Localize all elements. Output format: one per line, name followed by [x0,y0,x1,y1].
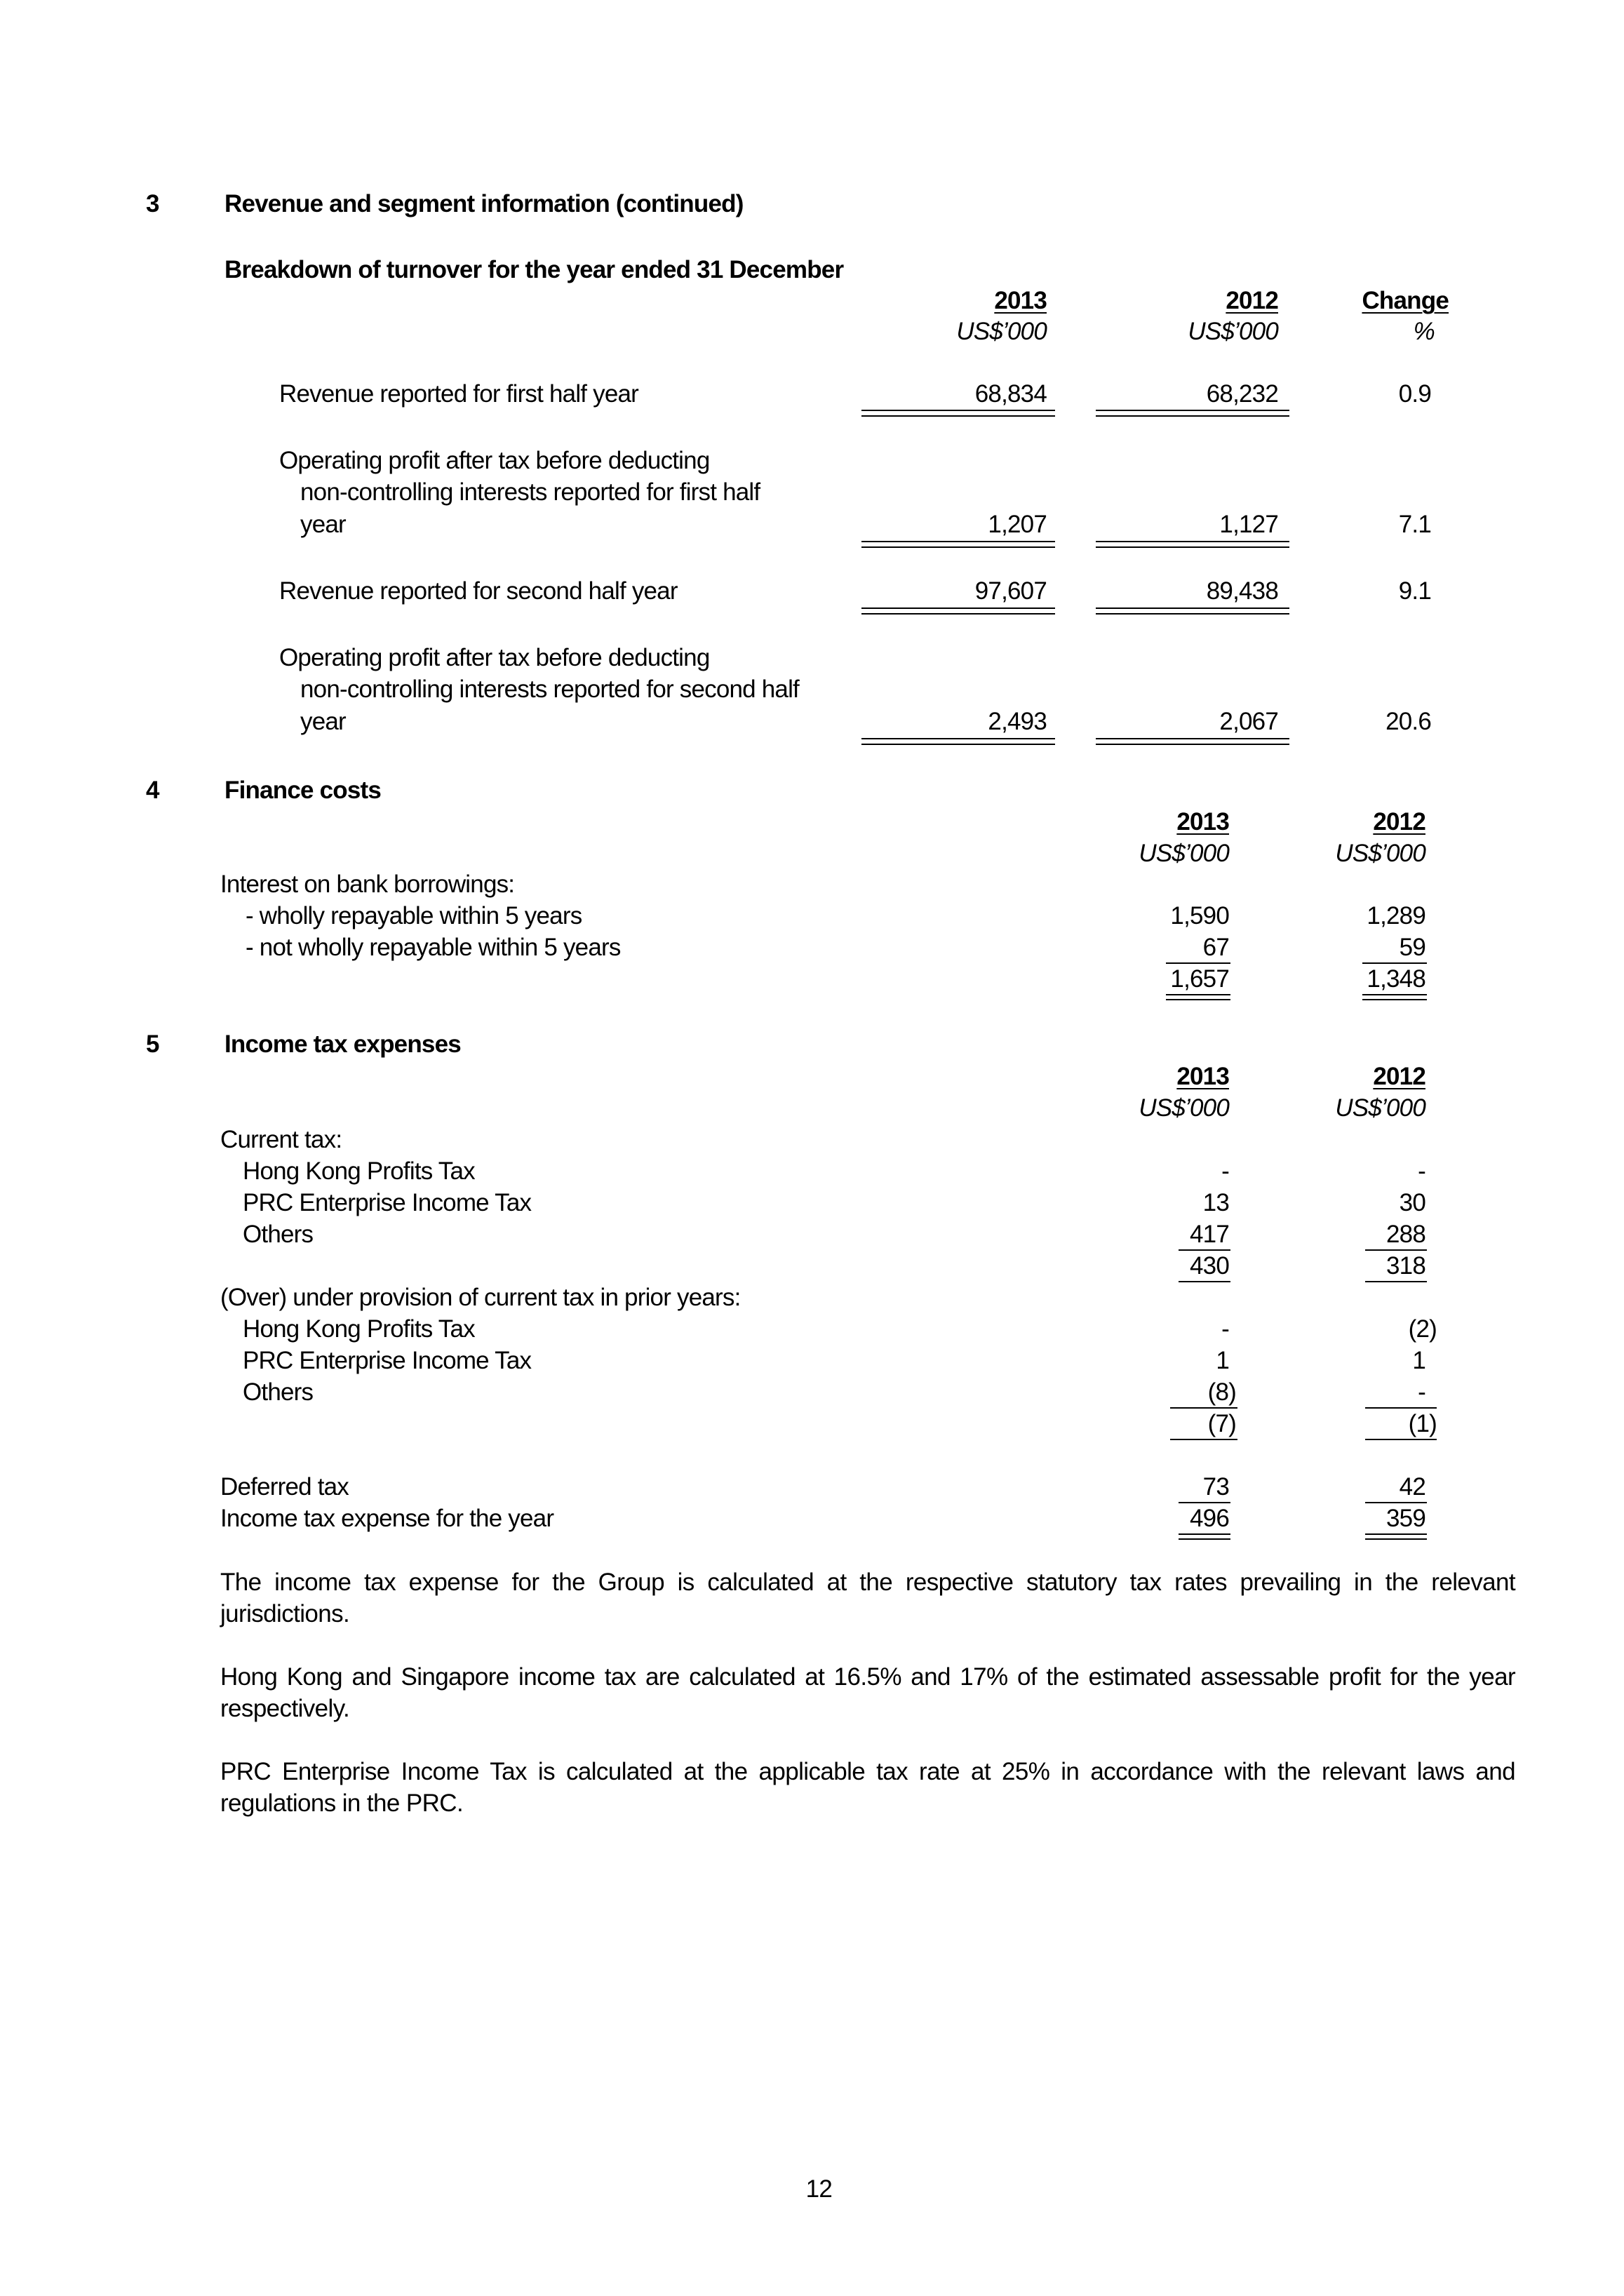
total-2012: 359 [1386,1505,1425,1532]
double-underline [1362,999,1427,1000]
row-label: year [300,708,346,735]
row-label: PRC Enterprise Income Tax [243,1347,532,1374]
row-label: - not wholly repayable within 5 years [246,934,621,961]
subtotal-2013: (7) [1207,1410,1236,1437]
double-underline [861,541,1055,542]
column-unit-2012: US$’000 [1188,318,1278,345]
value-2012: (2) [1408,1315,1437,1343]
value-2012: 59 [1399,934,1425,961]
double-underline [1096,744,1289,745]
value-change: 7.1 [1398,511,1431,538]
double-underline [861,607,1055,609]
column-header-2012: 2012 [1373,1063,1425,1090]
double-underline [1362,994,1427,995]
row-label: Hong Kong Profits Tax [243,1157,475,1185]
column-unit-2013: US$’000 [956,318,1047,345]
row-label: year [300,511,346,538]
subtotal-line [1365,1281,1427,1282]
double-underline [1096,738,1289,739]
value-2013: - [1221,1157,1229,1185]
subtotal-line [1365,1439,1437,1440]
subtotal-line [1365,1407,1437,1409]
double-underline [1179,1533,1230,1535]
row-label: Hong Kong Profits Tax [243,1315,475,1343]
value-change: 9.1 [1398,577,1431,605]
row-label: Others [243,1378,314,1406]
value-2012: 2,067 [1219,708,1278,735]
group-label: (Over) under provision of current tax in prior years: [220,1284,741,1311]
subtotal-2013: 430 [1190,1252,1229,1280]
section-5-title: Income tax expenses [224,1030,461,1058]
value-2013: 1,207 [988,511,1047,538]
double-underline [861,415,1055,417]
total-label: Income tax expense for the year [220,1505,554,1532]
value-2012: - [1418,1157,1425,1185]
note-paragraph: Hong Kong and Singapore income tax are calculated at 16.5% and 17% of the estimated assessable profit for the year respectively. [220,1663,1515,1722]
value-2012: 1,127 [1219,511,1278,538]
value-change: 0.9 [1398,380,1431,408]
row-label: PRC Enterprise Income Tax [243,1189,532,1216]
subtotal-2012: (1) [1408,1410,1437,1437]
column-header-2012: 2012 [1373,808,1425,835]
row-label: Others [243,1221,314,1248]
double-underline [1096,546,1289,548]
section-4-number: 4 [146,777,159,804]
note-paragraph: PRC Enterprise Income Tax is calculated at the applicable tax rate at 25% in accordance with the relevant laws and regulations in the PRC. [220,1758,1515,1817]
section-3-subtitle: Breakdown of turnover for the year ended 31 December [224,256,844,283]
group-label: Current tax: [220,1126,342,1153]
value-2013: 97,607 [974,577,1047,605]
column-unit-2013: US$’000 [1139,840,1229,867]
subtotal-line [1365,1249,1427,1251]
subtotal-line [1166,962,1230,964]
double-underline [1096,541,1289,542]
double-underline [861,738,1055,739]
value-2013: 73 [1202,1473,1229,1501]
subtotal-line [1170,1407,1237,1409]
row-label: non-controlling interests reported for second half [300,676,799,703]
value-2012: 1 [1412,1347,1425,1374]
value-2013: 1,590 [1170,902,1229,929]
value-2013: 2,493 [988,708,1047,735]
row-label: Revenue reported for first half year [279,380,639,408]
column-unit-change: % [1413,318,1435,345]
double-underline [1166,994,1230,995]
subtotal-line [1170,1439,1237,1440]
row-label: Operating profit after tax before deducting [279,447,710,474]
group-label: Interest on bank borrowings: [220,871,515,898]
note-paragraph: The income tax expense for the Group is calculated at the respective statutory tax rates prevailing in the relevant jurisdictions. [220,1569,1515,1627]
subtotal-line [1179,1281,1230,1282]
total-2013: 1,657 [1170,965,1229,993]
row-label: non-controlling interests reported for first half [300,478,760,506]
section-3-title: Revenue and segment information (continued) [224,190,744,217]
double-underline [1166,999,1230,1000]
column-unit-2013: US$’000 [1139,1094,1229,1122]
row-label: Operating profit after tax before deducting [279,644,710,671]
section-3-number: 3 [146,190,159,217]
value-2012: 30 [1399,1189,1425,1216]
value-change: 20.6 [1385,708,1431,735]
column-header-2013: 2013 [1176,1063,1229,1090]
subtotal-line [1362,962,1427,964]
value-2012: 42 [1399,1473,1425,1501]
value-2013: 417 [1190,1221,1229,1248]
column-unit-2012: US$’000 [1335,840,1425,867]
double-underline [861,744,1055,745]
double-underline [1179,1538,1230,1540]
double-underline [1365,1538,1427,1540]
value-2013: 1 [1216,1347,1229,1374]
page-number: 12 [805,2175,832,2203]
column-header-2013: 2013 [994,287,1047,314]
double-underline [861,546,1055,548]
value-2012: 68,232 [1206,380,1278,408]
section-4-title: Finance costs [224,777,382,804]
double-underline [1365,1533,1427,1535]
value-2012: 1,289 [1367,902,1425,929]
double-underline [1096,415,1289,417]
section-5-number: 5 [146,1030,159,1058]
column-header-2013: 2013 [1176,808,1229,835]
column-header-2012: 2012 [1226,287,1278,314]
subtotal-line [1365,1502,1427,1503]
double-underline [1096,613,1289,615]
total-2013: 496 [1190,1505,1229,1532]
value-2013: 68,834 [974,380,1047,408]
deferred-tax-label: Deferred tax [220,1473,349,1501]
value-2012: - [1418,1378,1425,1406]
row-label: Revenue reported for second half year [279,577,678,605]
row-label: - wholly repayable within 5 years [246,902,582,929]
value-2012: 89,438 [1206,577,1278,605]
double-underline [861,410,1055,411]
value-2013: 67 [1202,934,1229,961]
value-2013: (8) [1207,1378,1236,1406]
value-2013: - [1221,1315,1229,1343]
value-2012: 288 [1386,1221,1425,1248]
double-underline [861,613,1055,615]
double-underline [1096,607,1289,609]
double-underline [1096,410,1289,411]
column-unit-2012: US$’000 [1335,1094,1425,1122]
value-2013: 13 [1202,1189,1229,1216]
total-2012: 1,348 [1367,965,1425,993]
column-header-change: Change [1362,287,1449,314]
subtotal-line [1179,1249,1230,1251]
subtotal-line [1179,1502,1230,1503]
subtotal-2012: 318 [1386,1252,1425,1280]
